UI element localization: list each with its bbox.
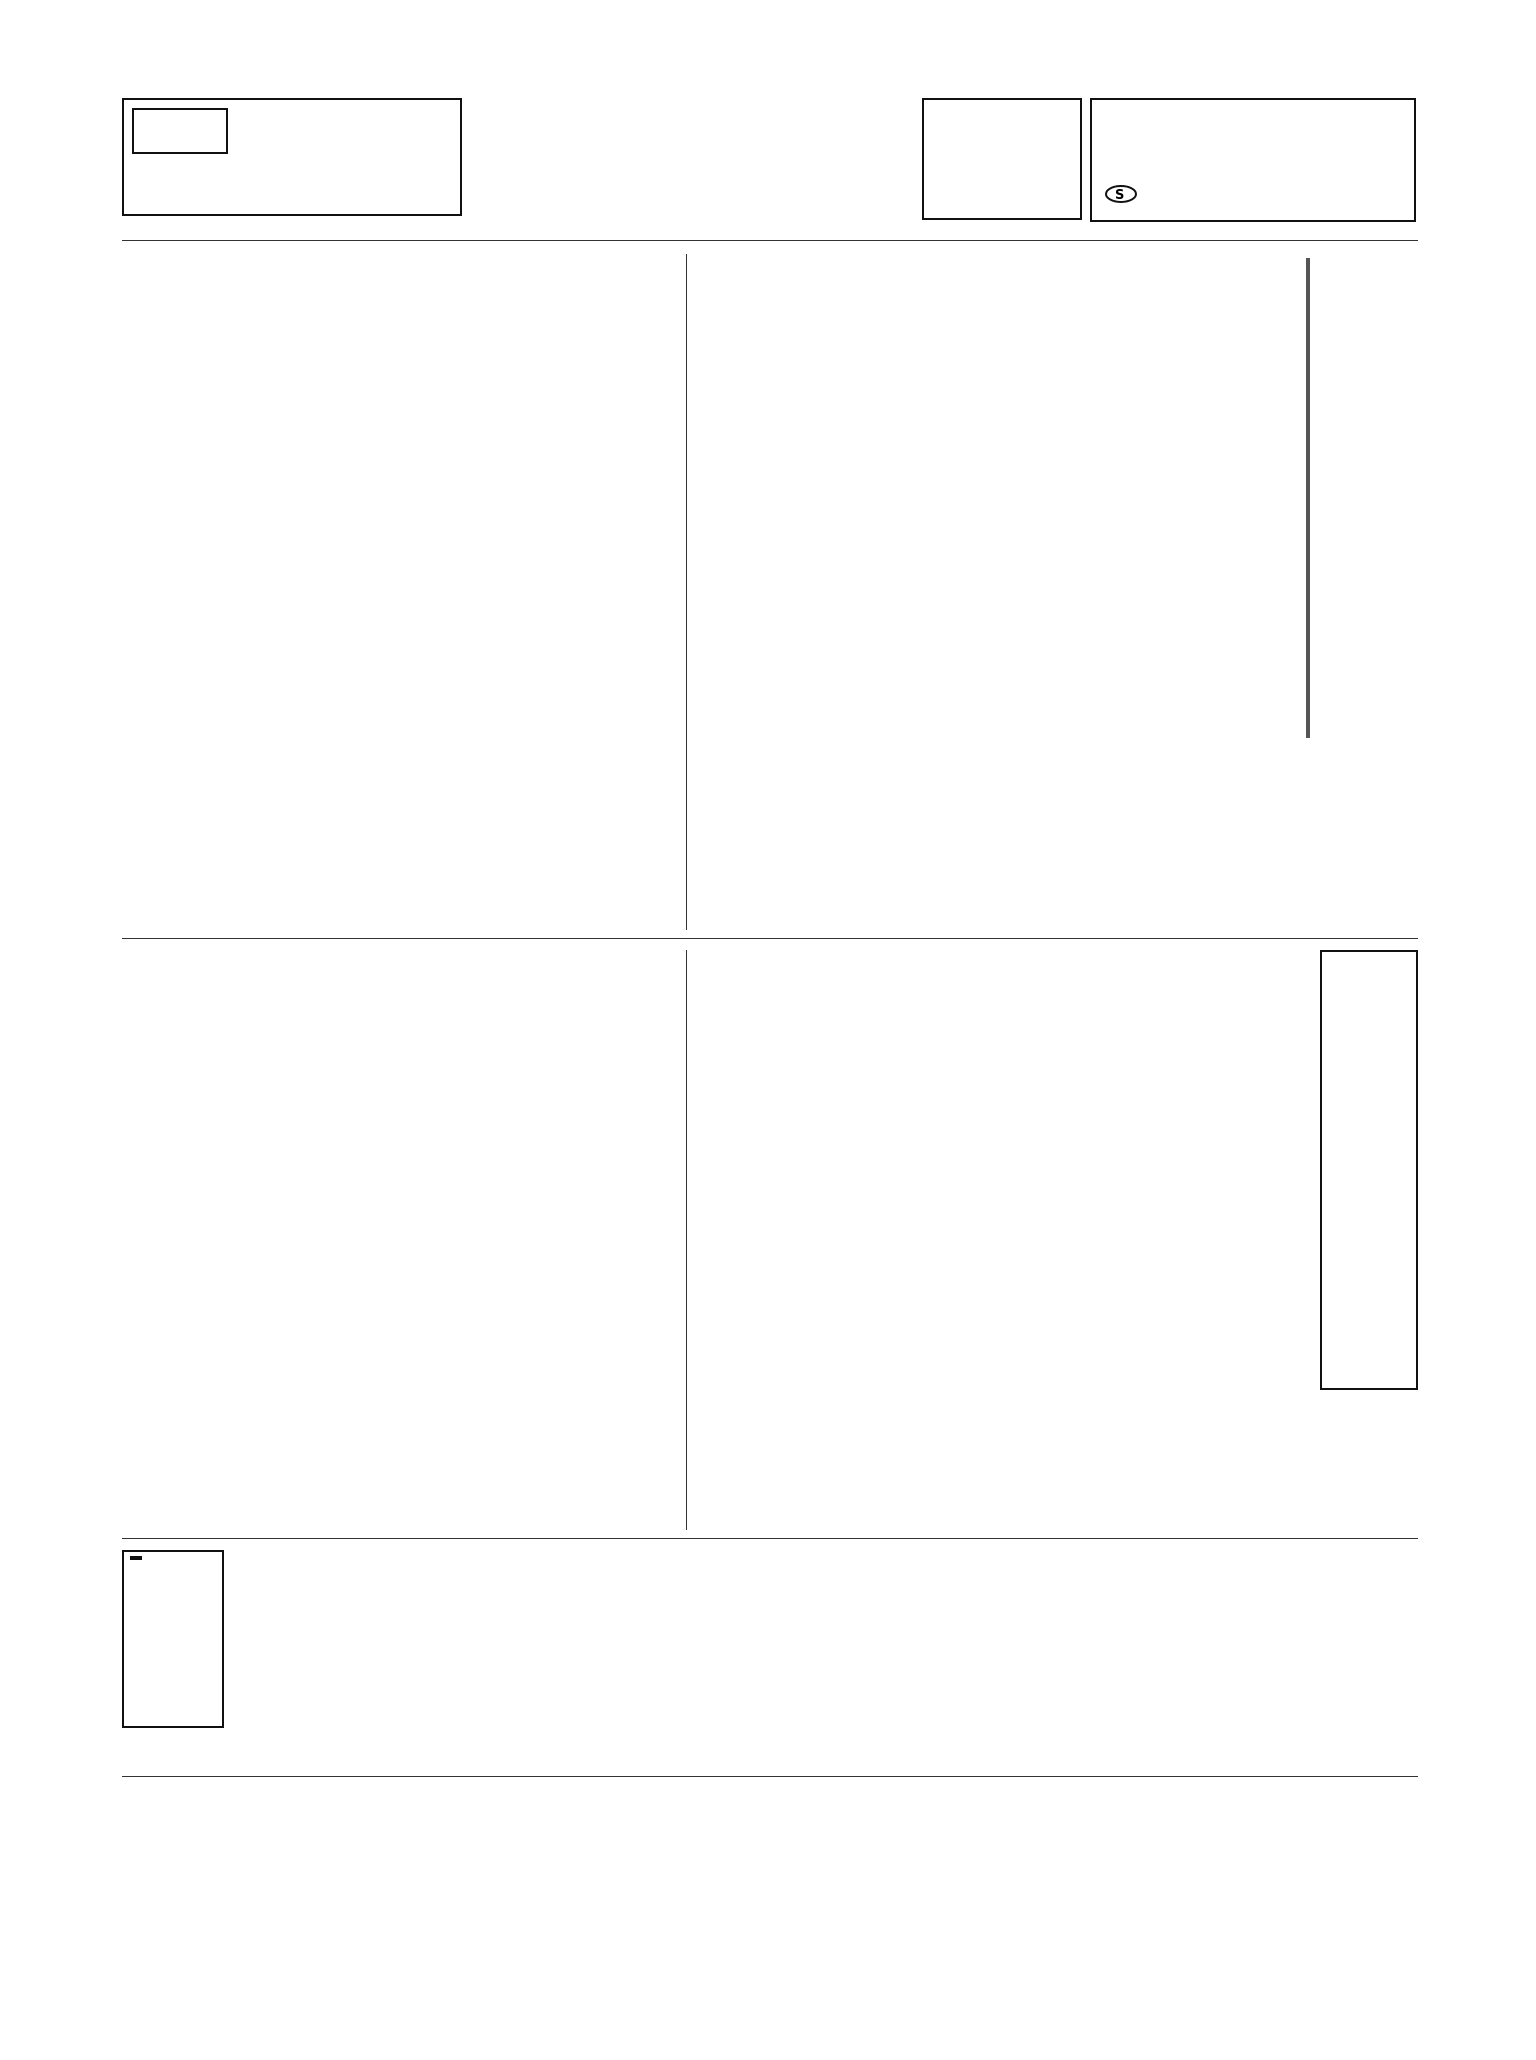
sumie-body-2 xyxy=(440,1340,590,1530)
traffic-body-5 xyxy=(360,780,550,930)
ad-publishing xyxy=(122,1550,224,1728)
masthead xyxy=(478,98,918,216)
novel-body-2 xyxy=(1006,1790,1136,2060)
novel-body-5 xyxy=(598,1790,728,2060)
novel-body-6 xyxy=(462,1790,592,2060)
pachinko-body-4 xyxy=(1110,1340,1310,1530)
main-headline2 xyxy=(1306,258,1310,738)
pachinko-body-3 xyxy=(692,1340,1102,1530)
ad-construction xyxy=(1090,98,1416,222)
main-body-6 xyxy=(692,790,1084,930)
sumie-body-1 xyxy=(122,1340,392,1530)
ad-photo xyxy=(122,98,462,216)
main-body-3 xyxy=(752,254,914,778)
traffic-body-3 xyxy=(122,254,218,930)
pachinko-body-2 xyxy=(692,950,918,1330)
novel-body-3 xyxy=(870,1790,1000,2060)
komaku-body-3 xyxy=(232,1550,686,1768)
pachinko-body-1 xyxy=(1012,950,1312,1330)
traffic-body-2 xyxy=(222,254,356,930)
ayu-body-2 xyxy=(1320,1400,1418,1530)
novel-body-7 xyxy=(326,1790,456,2060)
ayu-body-1 xyxy=(1326,960,1354,1380)
ad-photo-title xyxy=(132,108,228,154)
softball-body-3 xyxy=(600,1380,680,1530)
main-body-4 xyxy=(692,254,746,778)
ayu-box xyxy=(1320,950,1418,1390)
main-body-2 xyxy=(922,254,1084,778)
svg-text:S: S xyxy=(1115,188,1125,203)
softball-body-2 xyxy=(122,950,354,1330)
novel-body-1 xyxy=(1142,1790,1270,2060)
ad-publishing-title xyxy=(130,1556,142,1560)
komaku-body-1 xyxy=(986,1550,1312,1768)
novel-body-4 xyxy=(734,1790,864,2060)
traffic-body-4 xyxy=(560,780,680,930)
softball-body-1 xyxy=(360,950,600,1330)
komaku-body-2 xyxy=(692,1550,908,1768)
publisher-box xyxy=(922,98,1082,220)
novel-body-10 xyxy=(122,1790,166,2060)
novel-body-8 xyxy=(232,1790,320,2060)
company-logo-icon xyxy=(1104,184,1138,204)
main-body-5 xyxy=(1092,790,1412,930)
ayu-body-3 xyxy=(1320,1550,1418,1768)
novel-body-9 xyxy=(170,1790,228,2060)
main-body-1 xyxy=(1092,254,1242,778)
